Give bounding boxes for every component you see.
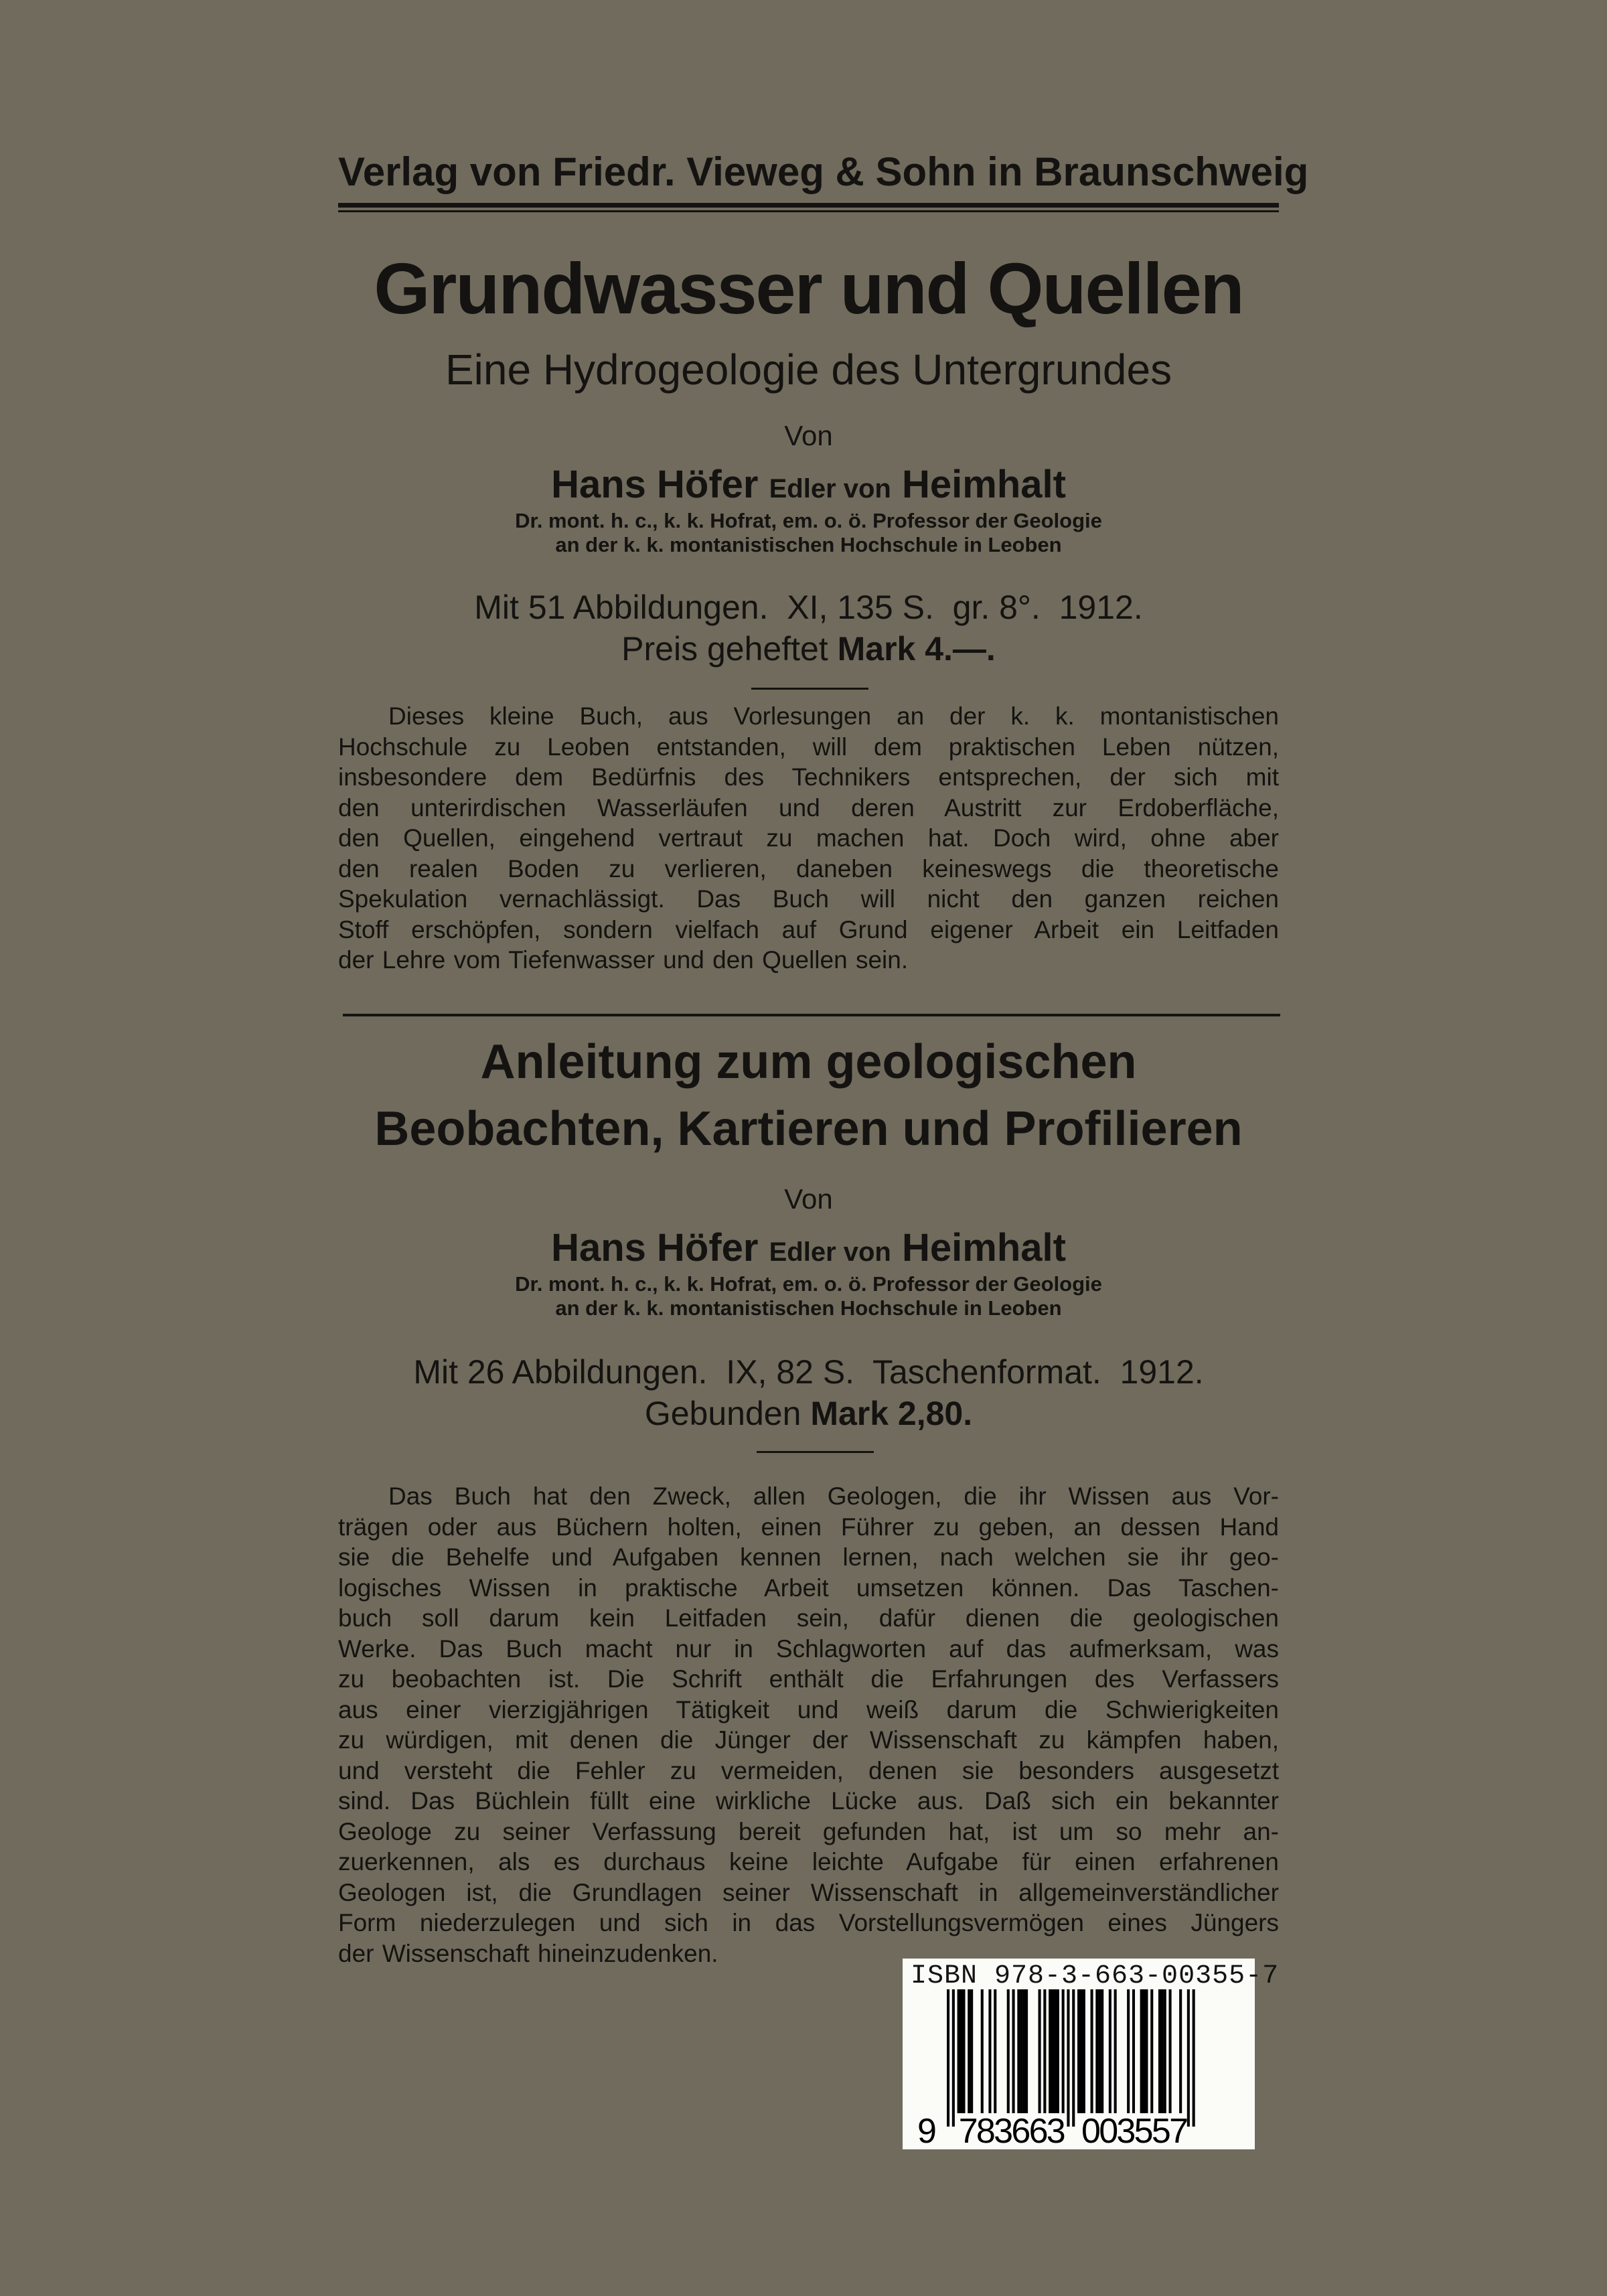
description-line: logisches Wissen in praktische Arbeit umsetzen können. Das Taschen-: [338, 1574, 1279, 1602]
short-divider: [757, 1451, 874, 1453]
barcode-bar: [1140, 1989, 1143, 2113]
barcode-bar: [1150, 1989, 1153, 2113]
barcode-bar: [1025, 1989, 1028, 2113]
description-line: Geologe zu seiner Verfassung bereit gefunden hat, ist um so mehr an-: [338, 1817, 1279, 1845]
book1-description: [338, 701, 1279, 976]
author-surname: Heimhalt: [901, 463, 1066, 506]
barcode-bar: [1067, 1989, 1069, 2127]
barcode-bar: [1101, 1989, 1103, 2113]
barcode-bar: [952, 1989, 955, 2127]
price-value: Mark 2,80.: [810, 1395, 973, 1432]
book1-subtitle: Eine Hydrogeologie des Untergrundes: [445, 346, 1172, 394]
barcode-bar: [1072, 1989, 1075, 2127]
barcode-bar: [994, 1989, 996, 2113]
barcode-bar: [1187, 1989, 1190, 2127]
description-line: insbesondere dem Bedürfnis des Technikers entsprechen, der sich mit: [338, 763, 1279, 791]
description-line: zu würdigen, mit denen die Jünger der Wissenschaft zu kämpfen haben,: [338, 1726, 1279, 1754]
author-surname: Heimhalt: [901, 1226, 1066, 1270]
description-line: aus einer vierzigjährigen Tätigkeit und weiß darum die Schwierigkeiten: [338, 1695, 1279, 1724]
description-line: buch soll darum kein Leitfaden sein, dafür dienen die geologischen: [338, 1604, 1279, 1632]
barcode-bar: [1161, 1989, 1164, 2113]
description-line: Geologen ist, die Grundlagen seiner Wissenschaft in allgemeinverständlicher: [338, 1878, 1279, 1906]
barcode-bar: [1012, 1989, 1015, 2113]
author-title: Edler von: [769, 1237, 891, 1267]
barcode-bar: [1109, 1989, 1112, 2113]
barcode-bar: [981, 1989, 984, 2113]
barcode-bar: [1007, 1989, 1010, 2113]
barcode-bar: [1017, 1989, 1020, 2113]
barcode-bar: [960, 1989, 963, 2113]
description-line: Werke. Das Buch macht nur in Schlagworten auf das aufmerksam, was: [338, 1634, 1279, 1663]
book2-description: [338, 1481, 1279, 1969]
barcode-bar: [988, 1989, 991, 2113]
barcode-bar: [1020, 1989, 1022, 2113]
book1-price: [338, 629, 1279, 668]
isbn-barcode: [903, 1959, 1280, 2149]
book1-von: Von: [784, 420, 833, 451]
book2-details: Mit 26 Abbildungen. IX, 82 S. Taschenformat. 1912.: [413, 1353, 1204, 1391]
section-divider: [343, 1014, 1280, 1016]
price-label: Gebunden: [644, 1395, 801, 1432]
barcode-bar: [1054, 1989, 1057, 2113]
description-line: den Quellen, eingehend vertraut zu machen hat. Doch wird, ohne aber: [338, 824, 1279, 852]
book2-title-line1: Anleitung zum geologischen: [480, 1035, 1137, 1089]
barcode-bar: [1193, 1989, 1195, 2127]
book1-details: Mit 51 Abbildungen. XI, 135 S. gr. 8°. 1912.: [474, 589, 1143, 626]
barcode-bar: [1083, 1989, 1085, 2113]
barcode-bar: [1062, 1989, 1065, 2113]
description-line: Form niederzulegen und sich in das Vorstellungsvermögen eines Jüngers: [338, 1909, 1279, 1936]
barcode-bar: [1080, 1989, 1083, 2113]
description-line: Dieses kleine Buch, aus Vorlesungen an der k. k. montanistischen: [388, 702, 1279, 730]
barcode-bar: [1077, 1989, 1080, 2113]
barcode-bar: [1039, 1989, 1041, 2113]
book2-credentials-2: an der k. k. montanistischen Hochschule in Leoben: [555, 1296, 1062, 1320]
description-line: sie die Behelfe und Aufgaben kennen lernen, nach welchen sie ihr geo-: [338, 1543, 1279, 1571]
description-line: Stoff erschöpfen, sondern vielfach auf Grund eigener Arbeit ein Leitfaden: [338, 915, 1279, 943]
short-divider: [751, 688, 868, 690]
barcode-digits: 9: [917, 2112, 937, 2149]
description-line: den realen Boden zu verlieren, daneben keineswegs die theoretische: [338, 854, 1279, 883]
barcode-bar: [1127, 1989, 1130, 2113]
barcode-bar: [1164, 1989, 1166, 2113]
barcode-bar: [1049, 1989, 1051, 2113]
description-line: und versteht die Fehler zu vermeiden, denen sie besonders ausgesetzt: [338, 1756, 1279, 1784]
barcode-bar: [1132, 1989, 1135, 2113]
barcode-bar: [962, 1989, 965, 2113]
description-line: der Lehre vom Tiefenwasser und den Quellen sein.: [338, 946, 909, 974]
barcode-bar: [1179, 1989, 1182, 2113]
barcode-digits: 783663: [958, 2112, 1066, 2149]
author-name: Hans Höfer: [551, 463, 759, 506]
description-line: den unterirdischen Wasserläufen und deren Austritt zur Erdoberfläche,: [338, 793, 1279, 822]
barcode-bar: [1057, 1989, 1059, 2113]
barcode-digits: 003557: [1081, 2112, 1189, 2149]
description-line: Das Buch hat den Zweck, allen Geologen, die ihr Wissen aus Vor-: [388, 1482, 1279, 1510]
book1-author: [338, 462, 1279, 507]
book2-price: [338, 1394, 1279, 1433]
description-line: Spekulation vernachlässigt. Das Buch will nicht den ganzen reichen: [338, 885, 1279, 913]
book2-von: Von: [784, 1183, 833, 1215]
barcode-bar: [968, 1989, 970, 2113]
barcode-bar: [1095, 1989, 1098, 2113]
barcode-bar: [1098, 1989, 1101, 2113]
description-line: sind. Das Büchlein füllt eine wirkliche Lücke aus. Daß sich ein bekannter: [338, 1787, 1279, 1815]
isbn-label: ISBN 978-3-663-00355-7: [911, 1961, 1280, 1991]
price-label: Preis geheftet: [621, 630, 828, 668]
barcode-bar: [1091, 1989, 1093, 2113]
description-line: zu beobachten ist. Die Schrift enthält die Erfahrungen des Verfassers: [338, 1665, 1279, 1693]
book1-credentials-2: an der k. k. montanistischen Hochschule in Leoben: [555, 533, 1062, 556]
double-rule-top: [338, 203, 1279, 208]
barcode-bar: [947, 1989, 949, 2127]
barcode-bar: [1022, 1989, 1025, 2113]
book2-author: [338, 1225, 1279, 1270]
book2-title-line2: Beobachten, Kartieren und Profilieren: [374, 1102, 1243, 1156]
double-rule-bottom: [338, 210, 1279, 212]
barcode-bar: [1051, 1989, 1054, 2113]
author-name: Hans Höfer: [551, 1226, 759, 1270]
barcode-bar: [1143, 1989, 1146, 2113]
barcode-bar: [1043, 1989, 1046, 2113]
description-line: zuerkennen, als es durchaus keine leichte Aufgabe für einen erfahrenen: [338, 1848, 1279, 1876]
book1-credentials-1: Dr. mont. h. c., k. k. Hofrat, em. o. ö. Professor der Geologie: [515, 509, 1102, 532]
barcode-bar: [1158, 1989, 1161, 2113]
barcode-bar: [1169, 1989, 1172, 2113]
barcode-bar: [1145, 1989, 1148, 2113]
barcode-bar: [1114, 1989, 1117, 2113]
book1-title: Grundwasser und Quellen: [374, 248, 1243, 329]
barcode-bar: [970, 1989, 973, 2113]
barcode-bar: [958, 1989, 960, 2113]
price-value: Mark 4.—.: [837, 630, 996, 668]
author-title: Edler von: [769, 474, 891, 504]
publisher-line: Verlag von Friedr. Vieweg & Sohn in Braunschweig: [338, 149, 1309, 194]
description-line: Hochschule zu Leoben entstanden, will dem praktischen Leben nützen,: [338, 733, 1279, 761]
description-line: trägen oder aus Büchern holten, einen Führer zu geben, an dessen Hand: [338, 1513, 1279, 1541]
description-line: der Wissenschaft hineinzudenken.: [338, 1939, 718, 1967]
book2-credentials-1: Dr. mont. h. c., k. k. Hofrat, em. o. ö. Professor der Geologie: [515, 1272, 1102, 1296]
